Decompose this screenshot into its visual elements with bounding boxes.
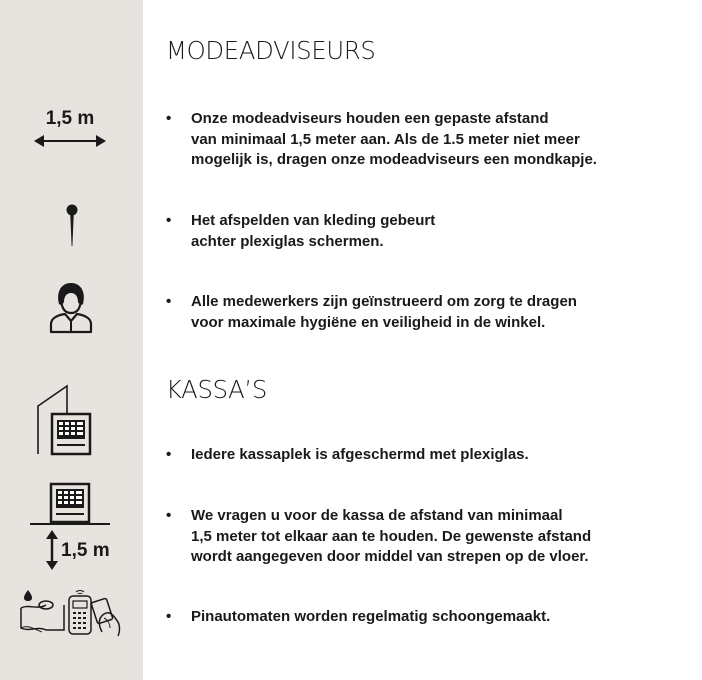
- list-item-text: Het afspelden van kleding gebeurt achter plexiglas schermen.: [191, 212, 436, 250]
- icon-sidebar: [0, 0, 143, 680]
- section-title-modeadviseurs: MODEADVISEURS: [166, 36, 376, 65]
- list-item-text: Alle medewerkers zijn geïnstrueerd om zorg te dragen voor maximale hygiëne en veiligheid in de winkel.: [191, 293, 577, 331]
- list-item: [166, 211, 686, 252]
- list-item-text: Onze modeadviseurs houden een gepaste afstand van minimaal 1,5 meter aan. Als de 1.5 meter niet meer mogelijk is, dragen onze modeadviseurs een mondkapje.: [191, 110, 597, 168]
- bullet-dot: •: [166, 293, 172, 310]
- distance-label: 1,5 m: [45, 108, 95, 129]
- list-item-text: Pinautomaten worden regelmatig schoongemaakt.: [191, 608, 551, 625]
- clean-payment-terminal-icon: [18, 588, 124, 638]
- distance-arrow-icon: [32, 104, 108, 150]
- list-item-text: We vragen u voor de kassa de afstand van minimaal 1,5 meter tot elkaar aan te houden. De gewenste afstand wordt aangegeven door middel van strepen op de vloer.: [191, 507, 592, 565]
- register-plexiglass-icon: [36, 384, 96, 456]
- bullet-dot: •: [166, 446, 172, 463]
- list-item: [166, 607, 686, 628]
- bullet-dot: •: [166, 110, 172, 127]
- bullet-dot: •: [166, 608, 172, 625]
- list-item: [166, 292, 686, 333]
- bullet-dot: •: [166, 507, 172, 524]
- bullet-dot: •: [166, 212, 172, 229]
- list-item-text: Iedere kassaplek is afgeschermd met plexiglas.: [191, 446, 529, 463]
- section-title-kassas: KASSA’S: [166, 375, 267, 404]
- pin-icon: [64, 203, 80, 247]
- queue-distance-icon: [30, 482, 126, 574]
- queue-distance-label: 1,5 m: [61, 540, 110, 561]
- list-item: [166, 445, 686, 466]
- list-item: [166, 506, 686, 568]
- list-item: [166, 109, 686, 171]
- staff-person-icon: [48, 280, 94, 334]
